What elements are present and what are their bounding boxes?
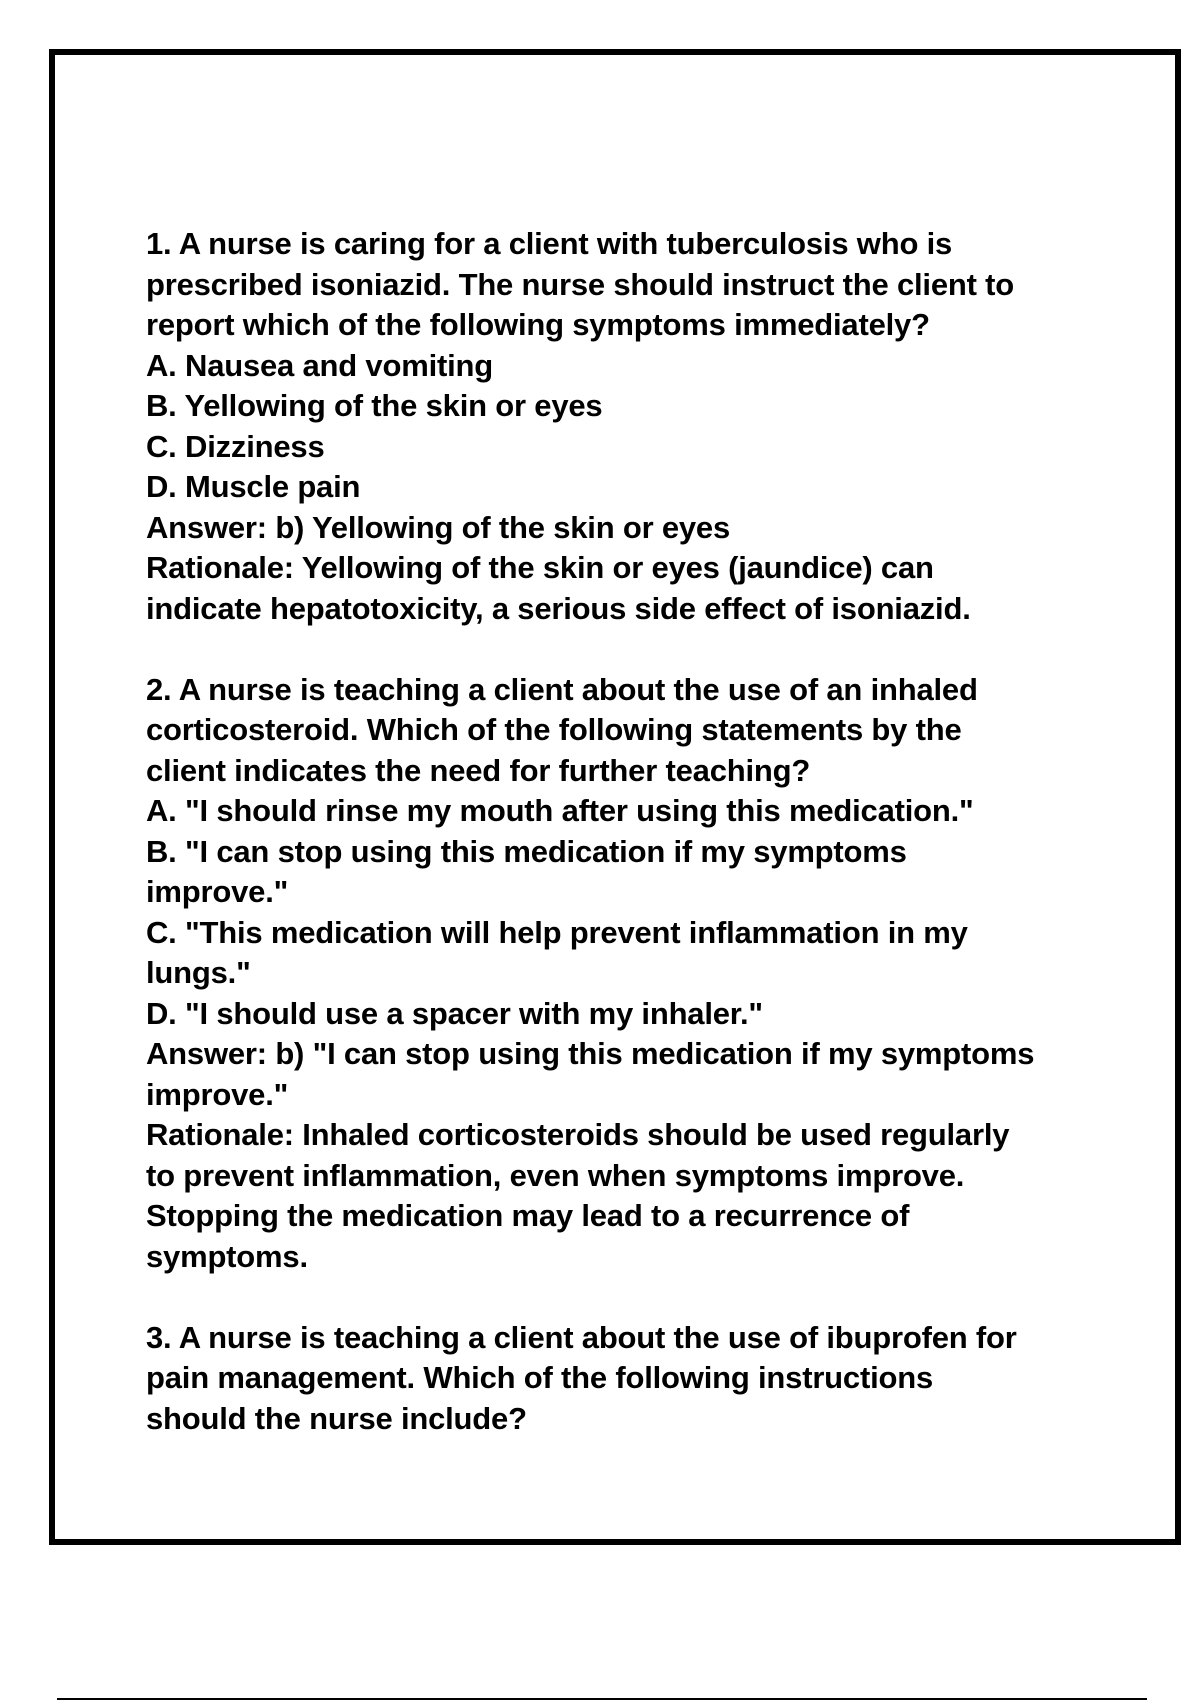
stem-line: 3. A nurse is teaching a client about the use of ibuprofen for	[146, 1319, 1017, 1355]
rationale-line: symptoms.	[146, 1238, 308, 1274]
stem-line: report which of the following symptoms immediately?	[146, 307, 930, 342]
stem-line: 2. A nurse is teaching a client about the use of an inhaled	[146, 671, 978, 707]
stem-line: should the nurse include?	[146, 1400, 527, 1436]
rationale-line: indicate hepatotoxicity, a serious side effect of isoniazid.	[146, 590, 971, 626]
question-2-stem	[146, 670, 1116, 792]
question-1-stem	[146, 224, 1116, 346]
rationale	[146, 548, 1116, 629]
option-b: B. Yellowing of the skin or eyes	[146, 388, 603, 423]
question-3-stem	[146, 1318, 1116, 1440]
option-b-continued: improve."	[146, 874, 289, 909]
option-c: C. Dizziness	[146, 428, 325, 464]
option-c-continued: lungs."	[146, 955, 251, 990]
question-3	[146, 1318, 1116, 1440]
option-a: A. "I should rinse my mouth after using this medication."	[146, 793, 974, 828]
question-list	[146, 224, 1116, 1439]
rationale-line: to prevent inflammation, even when symptoms improve.	[146, 1157, 965, 1193]
rationale-line: Rationale: Yellowing of the skin or eyes (jaundice) can	[146, 550, 934, 585]
spacer	[146, 1277, 1116, 1318]
answer	[146, 1034, 1116, 1115]
question-2-options	[146, 791, 1116, 1034]
stem-line: prescribed isoniazid. The nurse should instruct the client to	[146, 266, 1014, 302]
option-d: D. Muscle pain	[146, 469, 361, 504]
stem-line: pain management. Which of the following instructions	[146, 1360, 934, 1395]
question-2	[146, 670, 1116, 1278]
stem-line: 1. A nurse is caring for a client with tuberculosis who is	[146, 226, 953, 261]
rationale-line: Stopping the medication may lead to a recurrence of	[146, 1198, 910, 1233]
answer-line: improve."	[146, 1076, 289, 1112]
option-d: D. "I should use a spacer with my inhaler."	[146, 995, 763, 1031]
stem-line: corticosteroid. Which of the following statements by the	[146, 712, 962, 747]
stem-line: client indicates the need for further teaching?	[146, 752, 811, 788]
option-b: B. "I can stop using this medication if my symptoms	[146, 833, 907, 869]
answer: Answer: b) Yellowing of the skin or eyes	[146, 509, 731, 545]
rationale-line: Rationale: Inhaled corticosteroids should be used regularly	[146, 1117, 1010, 1152]
spacer	[146, 629, 1116, 670]
question-1	[146, 224, 1116, 629]
option-c: C. "This medication will help prevent inflammation in my	[146, 914, 968, 950]
option-a: A. Nausea and vomiting	[146, 347, 493, 383]
rationale	[146, 1115, 1116, 1277]
answer-line: Answer: b) "I can stop using this medication if my symptoms	[146, 1036, 1035, 1071]
question-1-options	[146, 346, 1116, 508]
